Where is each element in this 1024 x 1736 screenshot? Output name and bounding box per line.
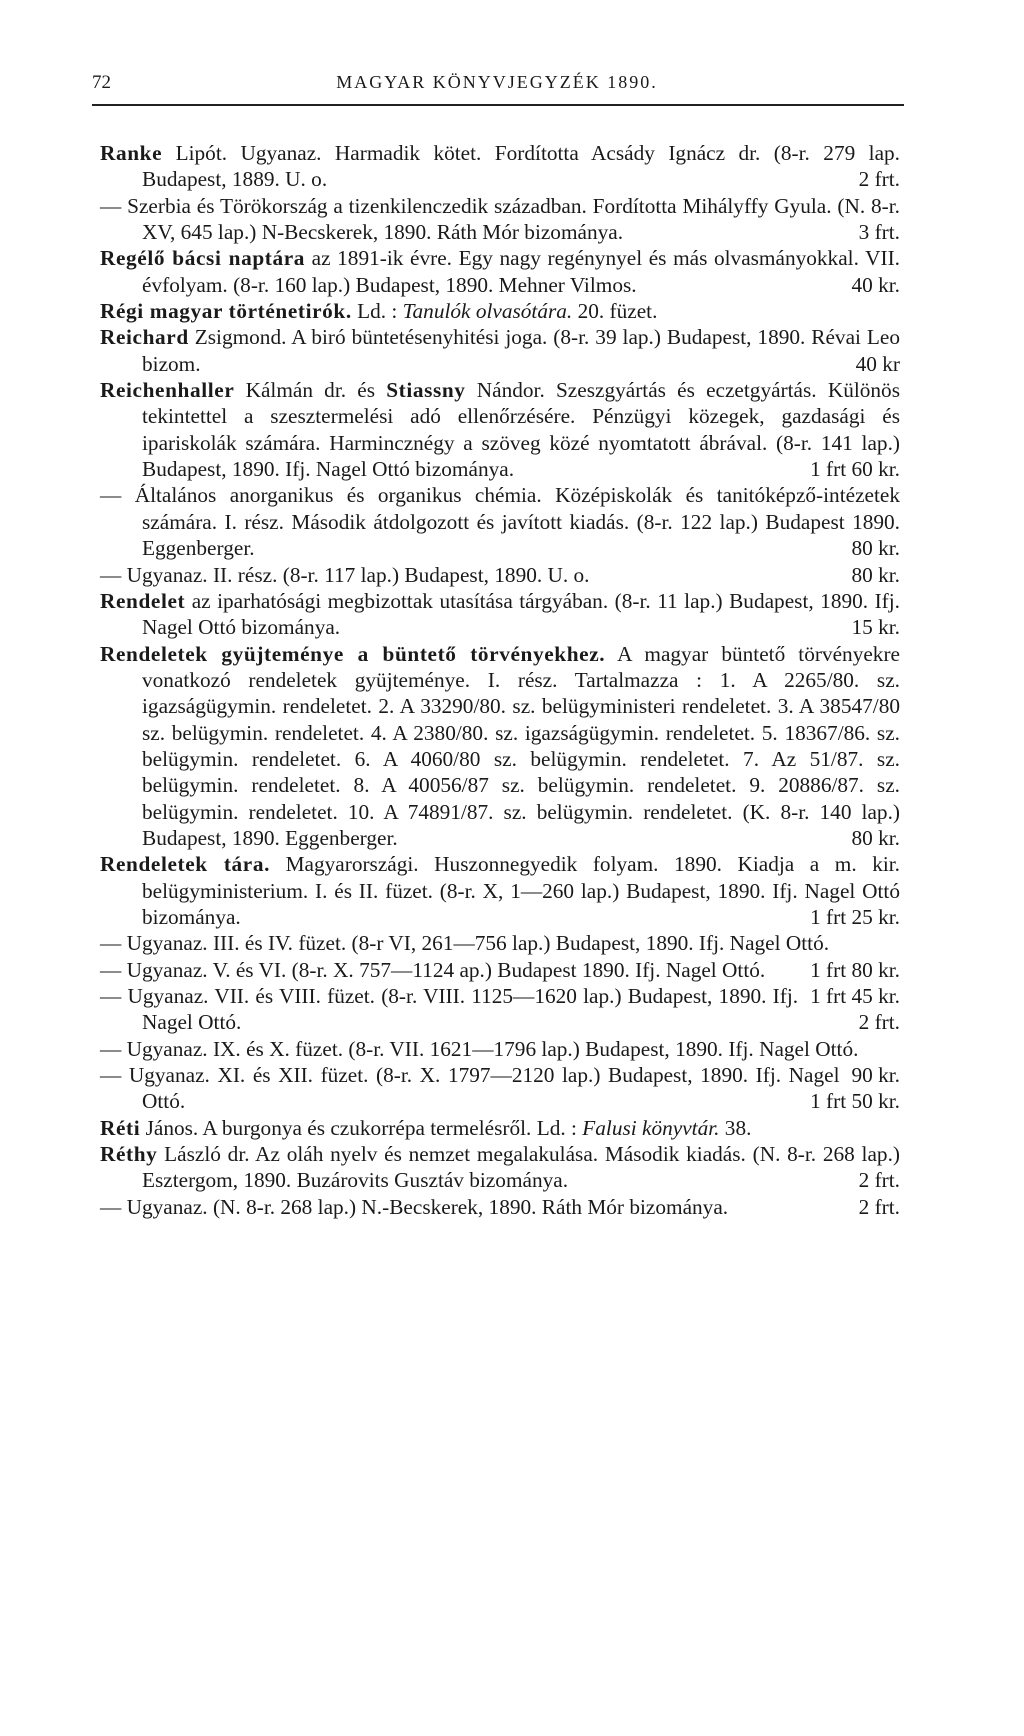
entry-price: 1 frt 45 kr. bbox=[810, 984, 900, 1008]
catalog-entry bbox=[100, 1194, 900, 1220]
entry-author: Rendeletek gyüjteménye a büntető törvényekhez. bbox=[100, 641, 606, 666]
entry-text: Ugyanaz. (N. 8-r. 268 lap.) N.-Becskerek, 1890. Ráth Mór bizománya. bbox=[126, 1194, 729, 1219]
page-number: 72 bbox=[92, 72, 111, 93]
entry-text: László dr. Az oláh nyelv és nemzet megalakulása. Második kiadás. (N. 8-r. 268 lap.) Esztergom, 1890. Buzárovits Gusztáv bizománya. bbox=[142, 1142, 900, 1193]
entry-price: 1 frt 25 kr. bbox=[810, 904, 900, 929]
entry-dash: — bbox=[100, 1036, 127, 1061]
catalog-entry bbox=[100, 1115, 900, 1141]
catalog-entry bbox=[100, 377, 900, 482]
catalog-entry bbox=[100, 851, 900, 930]
entry-text: Ugyanaz. IX. és X. füzet. (8-r. VII. 1621—1796 lap.) Budapest, 1890. Ifj. Nagel Ottó. bbox=[126, 1036, 859, 1061]
entry-price: 1 frt 50 kr. bbox=[810, 1089, 900, 1114]
entry-price: 2 frt. bbox=[858, 1010, 900, 1035]
catalog-entries bbox=[100, 140, 900, 1220]
entry-dash: — bbox=[100, 931, 127, 956]
catalog-entry bbox=[100, 324, 900, 377]
entry-text: Ugyanaz. VII. és VIII. füzet. (8-r. VIII. 1125—1620 lap.) Budapest, 1890. Ifj. Nagel Ottó. bbox=[127, 984, 799, 1035]
entry-text: Ugyanaz. II. rész. (8-r. 117 lap.) Budapest, 1890. U. o. bbox=[126, 562, 590, 587]
entry-price: 2 frt. bbox=[858, 1168, 900, 1193]
entry-price: 80 kr. bbox=[851, 536, 900, 561]
entry-text: Ugyanaz. XI. és XII. füzet. (8-r. X. 1797—2120 lap.) Budapest, 1890. Ifj. Nagel Ottó. bbox=[128, 1063, 840, 1114]
entry-text: Magyarországi. Huszonnegyedik folyam. 1890. Kiadja a m. kir. belügyministerium. I. és II. füzet. (8-r. X, 1—260 lap.) Budapest, 1890. Ifj. Nagel Ottó bizománya. bbox=[142, 852, 901, 929]
entry-text: 20. füzet. bbox=[572, 299, 658, 324]
entry-author: Ranke bbox=[100, 141, 163, 165]
entry-text: Ugyanaz. III. és IV. füzet. (8-r VI, 261—756 lap.) Budapest, 1890. Ifj. Nagel Ottó. bbox=[126, 931, 830, 956]
entry-dash: — bbox=[100, 984, 128, 1008]
entry-price: 2 frt. bbox=[858, 167, 900, 192]
entry-series: Falusi könyvtár. bbox=[582, 1115, 720, 1140]
catalog-entry bbox=[100, 482, 900, 561]
entry-dash: — bbox=[100, 562, 127, 587]
entry-price: 15 kr. bbox=[851, 615, 900, 640]
catalog-entry bbox=[100, 588, 900, 641]
entry-author: Réthy bbox=[100, 1142, 158, 1167]
entry-dash: — bbox=[100, 1063, 129, 1088]
entry-text: Nándor. Szeszgyártás és eczetgyártás. Különös tekintettel a szesztermelési adó ellenőrzésére. Pénzügyi közegek, gazdasági és ipariskolák számára. Harmincznégy a szöveg közé nyomtatott ábrával. (8-r. 141 lap.) Budapest, 1890. Ifj. Nagel Ottó bizománya. bbox=[142, 378, 900, 482]
catalog-entry bbox=[100, 298, 900, 324]
entry-price: 90 kr. bbox=[851, 1063, 900, 1088]
entry-author: Reichard bbox=[100, 325, 189, 350]
entry-dash: — bbox=[100, 483, 135, 508]
entry-text: Lipót. Ugyanaz. Harmadik kötet. Fordította Acsády Ignácz dr. (8-r. 279 lap. Budapest, 1889. U. o. bbox=[142, 141, 900, 192]
entry-price: 1 frt 80 kr. bbox=[810, 957, 900, 982]
entry-text: Általános anorganikus és organikus chémia. Középiskolák és tanitóképző-intézetek számára. I. rész. Második átdolgozott és javított kiadás. (8-r. 122 lap.) Budapest 1890. Eggenberger. bbox=[134, 483, 900, 561]
header-rule bbox=[92, 104, 904, 106]
catalog-entry bbox=[100, 193, 900, 246]
entry-text: Zsigmond. A biró büntetésenyhitési joga. (8-r. 39 lap.) Budapest, 1890. Révai Leo bizom. bbox=[142, 325, 900, 376]
entry-price: 80 kr. bbox=[851, 562, 900, 587]
catalog-entry bbox=[100, 245, 900, 298]
catalog-entry bbox=[100, 983, 900, 1036]
page-header bbox=[92, 66, 902, 102]
entry-text: Kálmán dr. és bbox=[234, 378, 387, 403]
entry-dash: — bbox=[100, 1194, 127, 1219]
catalog-entry bbox=[100, 140, 900, 193]
entry-text: Szerbia és Törökország a tizenkilenczedik században. Fordította Mihályffy Gyula. (N. 8-r. XV, 645 lap.) N-Becskerek, 1890. Ráth Mór bizománya. bbox=[127, 193, 900, 245]
entry-text: az iparhatósági megbizottak utasítása tárgyában. (8-r. 11 lap.) Budapest, 1890. Ifj. Nagel Ottó bizománya. bbox=[142, 588, 900, 640]
entry-text: Ugyanaz. V. és VI. (8-r. X. 757—1124 ap.) Budapest 1890. Ifj. Nagel Ottó. bbox=[126, 957, 766, 982]
entry-text: 38. bbox=[719, 1115, 752, 1140]
catalog-entry bbox=[100, 562, 900, 588]
catalog-entry bbox=[100, 957, 900, 1008]
entry-price: 40 kr. bbox=[851, 272, 900, 297]
catalog-entry bbox=[100, 1062, 900, 1115]
entry-author: Reichenhaller bbox=[100, 378, 235, 403]
entry-author: Régi magyar történetirók. bbox=[100, 299, 352, 324]
entry-price: 3 frt. bbox=[858, 220, 900, 245]
entry-text: A magyar büntető törvényekre vonatkozó rendeletek gyüjteménye. I. rész. Tartalmazza : 1. A 2265/80. sz. igazságügymin. rendeletet. 2. A 33290/80. sz. belügyministeri rendeletet. 3. A 38547/80 sz. belügymin. rendeletet. 4. A 2380/80. sz. igazságügymin. rendeletet. 5. 18367/86. sz. belügymin. rendeletet. 6. A 4060/80 sz. belügymin. rendeletet. 7. Az 51/87. sz. belügymin. rendeletet. 8. A 40056/87 sz. belügymin. rendeletet. 9. 20886/87. sz. belügymin. rendeletet. 10. A 74891/87. sz. belügymin. rendeletet. (K. 8-r. 140 lap.) Budapest, 1890. Eggenberger. bbox=[142, 641, 900, 850]
entry-dash: — bbox=[100, 193, 128, 218]
entry-price: 40 kr bbox=[855, 351, 900, 376]
catalog-entry bbox=[100, 641, 900, 852]
entry-author: Stiassny bbox=[386, 378, 466, 403]
entry-price: 80 kr. bbox=[851, 825, 900, 850]
entry-author: Rendelet bbox=[100, 588, 186, 613]
entry-price: 1 frt 60 kr. bbox=[810, 457, 900, 482]
entry-author: Rendeletek tára. bbox=[100, 852, 271, 877]
entry-author: Réti bbox=[100, 1115, 141, 1140]
catalog-entry bbox=[100, 1141, 900, 1194]
running-title: MAGYAR KÖNYVJEGYZÉK 1890. bbox=[336, 72, 658, 92]
entry-text: János. A burgonya és czukorrépa termelésről. Ld. : bbox=[140, 1115, 583, 1140]
entry-series: Tanulók olvasótára. bbox=[402, 299, 573, 324]
entry-price: 2 frt. bbox=[858, 1194, 900, 1219]
catalog-entry bbox=[100, 1036, 900, 1088]
entry-author: Regélő bácsi naptára bbox=[100, 246, 306, 271]
entry-text: Ld. : bbox=[351, 299, 403, 324]
entry-text: az 1891-ik évre. Egy nagy regénynyel és más olvasmányokkal. VII. évfolyam. (8-r. 160 lap.) Budapest, 1890. Mehner Vilmos. bbox=[142, 246, 900, 297]
entry-dash: — bbox=[100, 957, 127, 982]
